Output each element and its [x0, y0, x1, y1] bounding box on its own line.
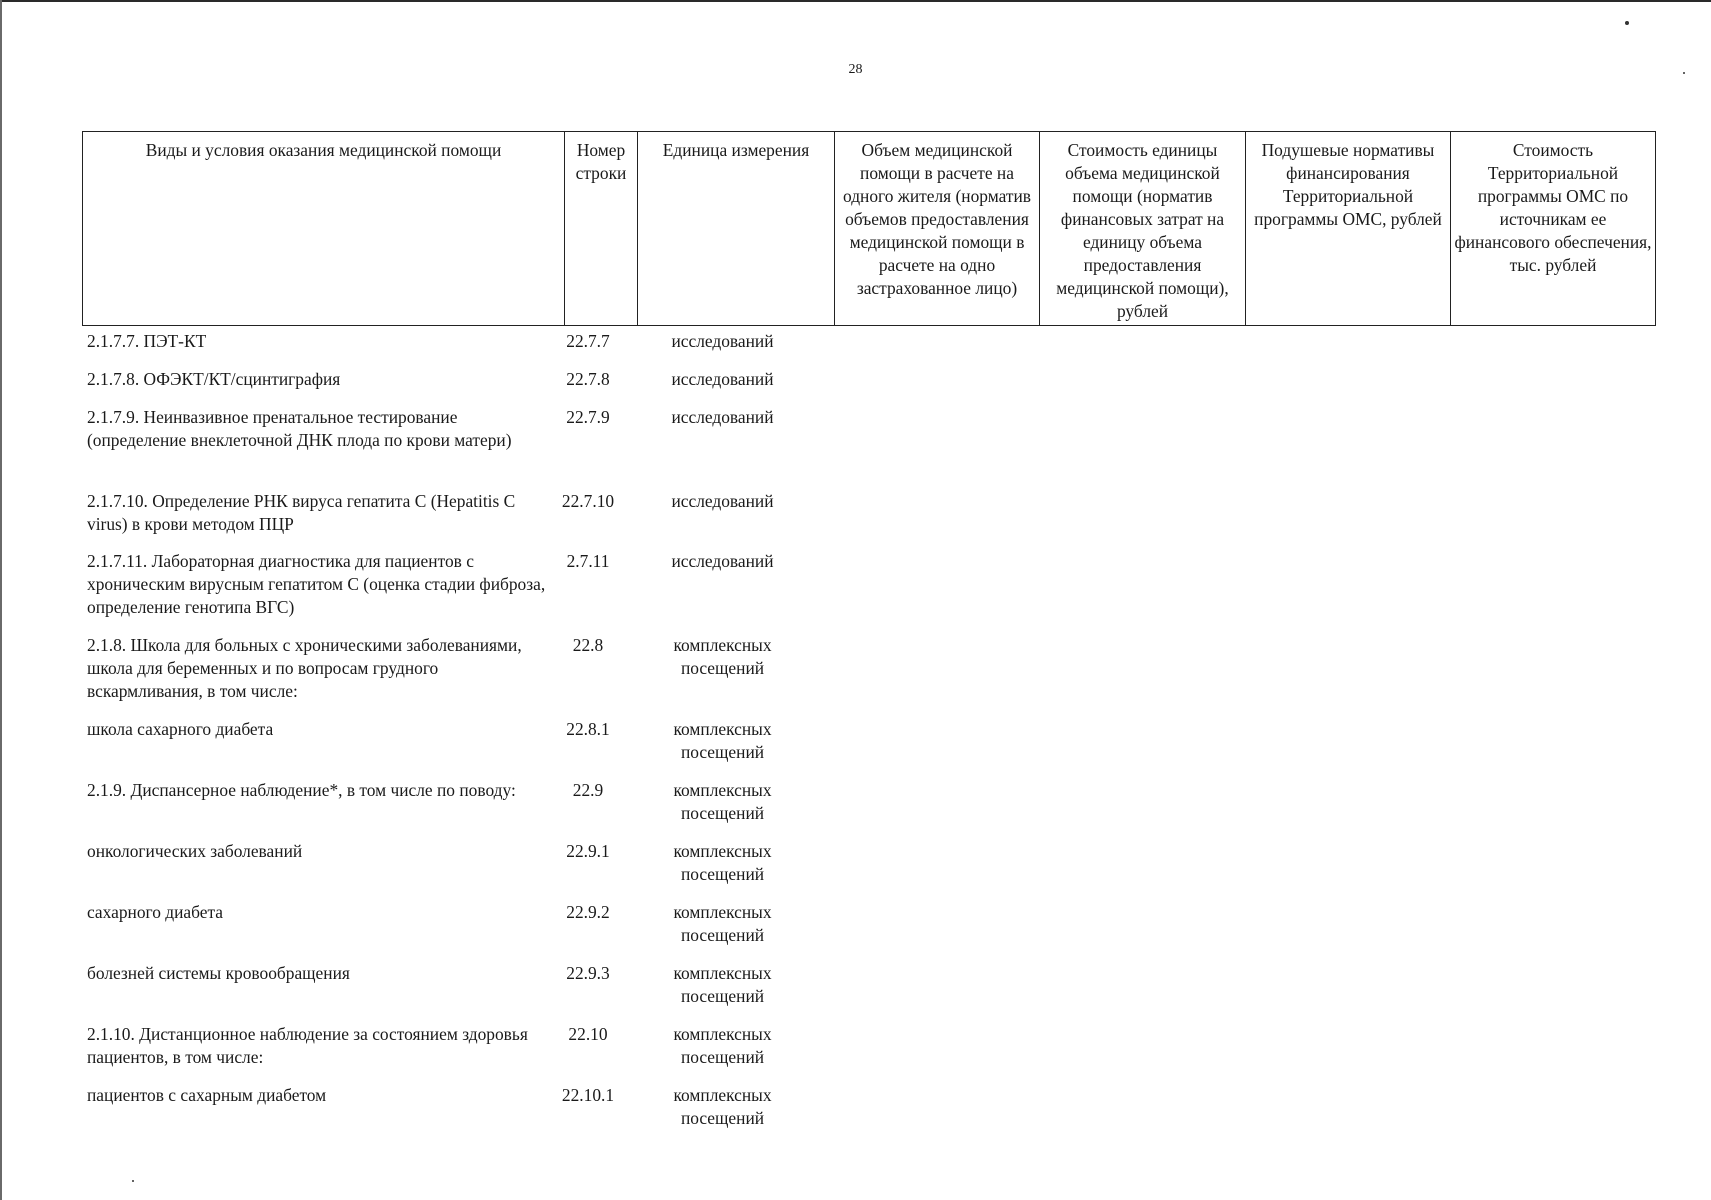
table-row: [82, 550, 1655, 634]
row-unit: исследований: [671, 369, 774, 389]
row-service-name: 2.1.7.8. ОФЭКТ/КТ/сцинтиграфия: [87, 369, 341, 389]
row-service-name: 2.1.8. Школа для больных с хроническими заболеваниями, школа для беременных и по вопросам грудного вскармливания, в том числе:: [87, 635, 522, 701]
column-header-program-cost: Стоимость Территориальной программы ОМС по источникам ее финансового обеспечения, тыс. рублей: [1451, 132, 1656, 326]
row-service-name: болезней системы кровообращения: [87, 963, 350, 983]
row-service-name: 2.1.7.9. Неинвазивное пренатальное тестирование (определение внеклеточной ДНК плода по крови матери): [87, 407, 512, 450]
column-header-volume: Объем медицинской помощи в расчете на одного жителя (норматив объемов предоставления медицинской помощи в расчете на одно застрахованное лицо): [835, 132, 1040, 326]
table-row: [82, 490, 1655, 550]
row-service-name: 2.1.9. Диспансерное наблюдение*, в том числе по поводу:: [87, 780, 516, 800]
row-number: 22.9.2: [566, 902, 610, 922]
row-service-name: 2.1.7.7. ПЭТ-КТ: [87, 331, 207, 351]
table-row: [82, 840, 1655, 901]
scan-top-edge: [0, 0, 1711, 2]
row-number: 22.8.1: [566, 719, 610, 739]
row-unit: комплексных посещений: [673, 1085, 772, 1128]
table-row: [82, 406, 1655, 490]
table-row: [82, 330, 1655, 368]
scan-speck: [1625, 21, 1629, 25]
table-row: [82, 634, 1655, 718]
row-unit: исследований: [671, 551, 774, 571]
scan-left-edge: [0, 0, 2, 1200]
row-number: 22.9.3: [566, 963, 610, 983]
row-unit: комплексных посещений: [673, 1024, 772, 1067]
row-unit: комплексных посещений: [673, 780, 772, 823]
column-header-per-capita: Подушевые нормативы финансирования Территориальной программы ОМС, рублей: [1246, 132, 1451, 326]
row-service-name: 2.1.7.11. Лабораторная диагностика для пациентов с хроническим вирусным гепатитом С (оценка стадии фиброза, определение генотипа ВГС): [87, 551, 546, 617]
data-table: [82, 131, 1655, 1145]
row-unit: исследований: [671, 331, 774, 351]
table-row: [82, 1084, 1655, 1145]
row-service-name: 2.1.10. Дистанционное наблюдение за состоянием здоровья пациентов, в том числе:: [87, 1024, 528, 1067]
row-unit: комплексных посещений: [673, 963, 772, 1006]
table-row: [82, 1023, 1655, 1084]
row-service-name: 2.1.7.10. Определение РНК вируса гепатита С (Hepatitis C virus) в крови методом ПЦР: [87, 491, 516, 534]
column-header-unit: Единица измерения: [638, 132, 835, 326]
row-service-name: онкологических заболеваний: [87, 841, 303, 861]
row-number: 22.7.9: [566, 407, 610, 427]
table-row: [82, 368, 1655, 406]
row-service-name: сахарного диабета: [87, 902, 224, 922]
row-unit: исследований: [671, 407, 774, 427]
table-row: [82, 901, 1655, 962]
table-row: [82, 718, 1655, 779]
row-unit: комплексных посещений: [673, 635, 772, 678]
row-number: 22.10.1: [561, 1085, 615, 1105]
table-row: [82, 962, 1655, 1023]
row-unit: комплексных посещений: [673, 841, 772, 884]
row-number: 22.10: [568, 1024, 608, 1044]
row-number: 22.7.7: [566, 331, 610, 351]
row-service-name: школа сахарного диабета: [87, 719, 274, 739]
row-unit: комплексных посещений: [673, 902, 772, 945]
row-number: 22.7.10: [561, 491, 615, 511]
row-unit: комплексных посещений: [673, 719, 772, 762]
column-header-service-type: Виды и условия оказания медицинской помощи: [83, 132, 565, 326]
column-header-unit-cost: Стоимость единицы объема медицинской помощи (норматив финансовых затрат на единицу объема предоставления медицинской помощи), рублей: [1040, 132, 1246, 326]
row-number: 22.9.1: [566, 841, 610, 861]
row-number: 2.7.11: [566, 551, 610, 571]
row-service-name: пациентов с сахарным диабетом: [87, 1085, 327, 1105]
scan-speck: [132, 1180, 134, 1182]
row-unit: исследований: [671, 491, 774, 511]
table-header: [82, 131, 1656, 326]
page-number: 28: [848, 62, 863, 77]
row-number: 22.8: [572, 635, 604, 655]
table-body: [82, 330, 1655, 1145]
table-row: [82, 779, 1655, 840]
row-number: 22.7.8: [566, 369, 610, 389]
column-header-row-number: Номер строки: [565, 132, 638, 326]
row-number: 22.9: [572, 780, 604, 800]
